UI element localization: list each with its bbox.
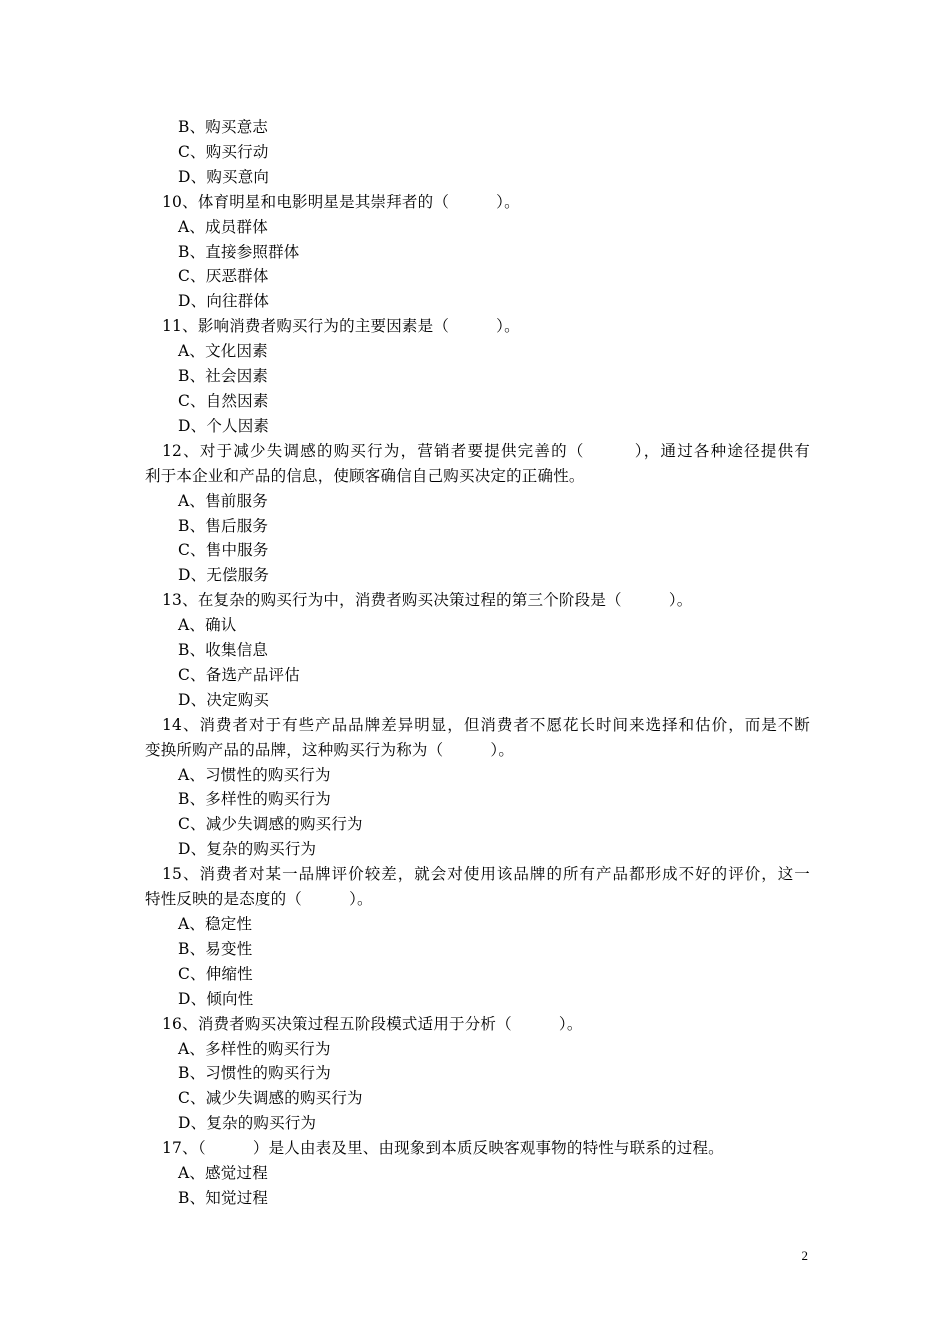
- answer-option: B、多样性的购买行为: [178, 790, 331, 809]
- question-text: 14、消费者对于有些产品品牌差异明显，但消费者不愿花长时间来选择和估价，而是不断: [162, 715, 810, 734]
- answer-option: C、自然因素: [178, 391, 269, 410]
- question-text: 17、（ ）是人由表及里、由现象到本质反映客观事物的特性与联系的过程。: [162, 1139, 724, 1158]
- page-number: 2: [801, 1248, 808, 1263]
- question-text-continued: 利于本企业和产品的信息，使顾客确信自己购买决定的正确性。: [145, 466, 585, 485]
- answer-option: C、厌恶群体: [178, 267, 269, 286]
- answer-option: B、习惯性的购买行为: [178, 1064, 331, 1083]
- answer-option: B、社会因素: [178, 367, 269, 386]
- answer-option: C、售中服务: [178, 541, 269, 560]
- answer-option: D、向往群体: [178, 292, 270, 311]
- answer-option: C、伸缩性: [178, 964, 253, 983]
- question-text: 16、消费者购买决策过程五阶段模式适用于分析（ ）。: [162, 1014, 583, 1033]
- answer-option: D、无偿服务: [178, 566, 270, 585]
- answer-option: B、购买意志: [178, 118, 269, 136]
- answer-option: A、多样性的购买行为: [178, 1039, 331, 1058]
- answer-option: A、确认: [178, 616, 237, 635]
- answer-option: D、个人因素: [178, 416, 270, 435]
- answer-option: A、售前服务: [178, 491, 268, 510]
- answer-option: B、直接参照群体: [178, 242, 300, 261]
- answer-option: C、减少失调感的购买行为: [178, 815, 363, 834]
- question-text: 12、对于减少失调感的购买行为，营销者要提供完善的（ ），通过各种途径提供有: [162, 441, 810, 460]
- question-text-continued: 变换所购产品的品牌，这种购买行为称为（ ）。: [145, 740, 515, 759]
- question-text: 11、影响消费者购买行为的主要因素是（ ）。: [162, 317, 520, 336]
- answer-option: A、成员群体: [178, 217, 268, 236]
- answer-option: A、习惯性的购买行为: [178, 765, 331, 784]
- question-text: 10、体育明星和电影明星是其崇拜者的（ ）。: [162, 192, 520, 211]
- answer-option: D、决定购买: [178, 690, 270, 709]
- answer-option: A、感觉过程: [178, 1164, 268, 1183]
- answer-option: C、购买行动: [178, 142, 269, 161]
- question-text: 13、在复杂的购买行为中，消费者购买决策过程的第三个阶段是（ ）。: [162, 591, 693, 610]
- answer-option: D、购买意向: [178, 167, 270, 186]
- answer-option: B、易变性: [178, 939, 253, 958]
- answer-option: D、复杂的购买行为: [178, 840, 317, 859]
- answer-option: B、收集信息: [178, 641, 269, 660]
- answer-option: D、倾向性: [178, 989, 254, 1008]
- question-text: 15、消费者对某一品牌评价较差，就会对使用该品牌的所有产品都形成不好的评价，这一: [162, 865, 810, 884]
- answer-option: B、售后服务: [178, 516, 269, 535]
- answer-option: D、复杂的购买行为: [178, 1114, 317, 1133]
- answer-option: C、减少失调感的购买行为: [178, 1089, 363, 1108]
- answer-option: A、文化因素: [178, 342, 268, 361]
- answer-option: A、稳定性: [178, 915, 253, 933]
- question-list: [145, 115, 810, 1211]
- question-text-continued: 特性反映的是态度的（ ）。: [145, 890, 373, 909]
- answer-option: C、备选产品评估: [178, 665, 300, 684]
- answer-option: B、知觉过程: [178, 1188, 269, 1207]
